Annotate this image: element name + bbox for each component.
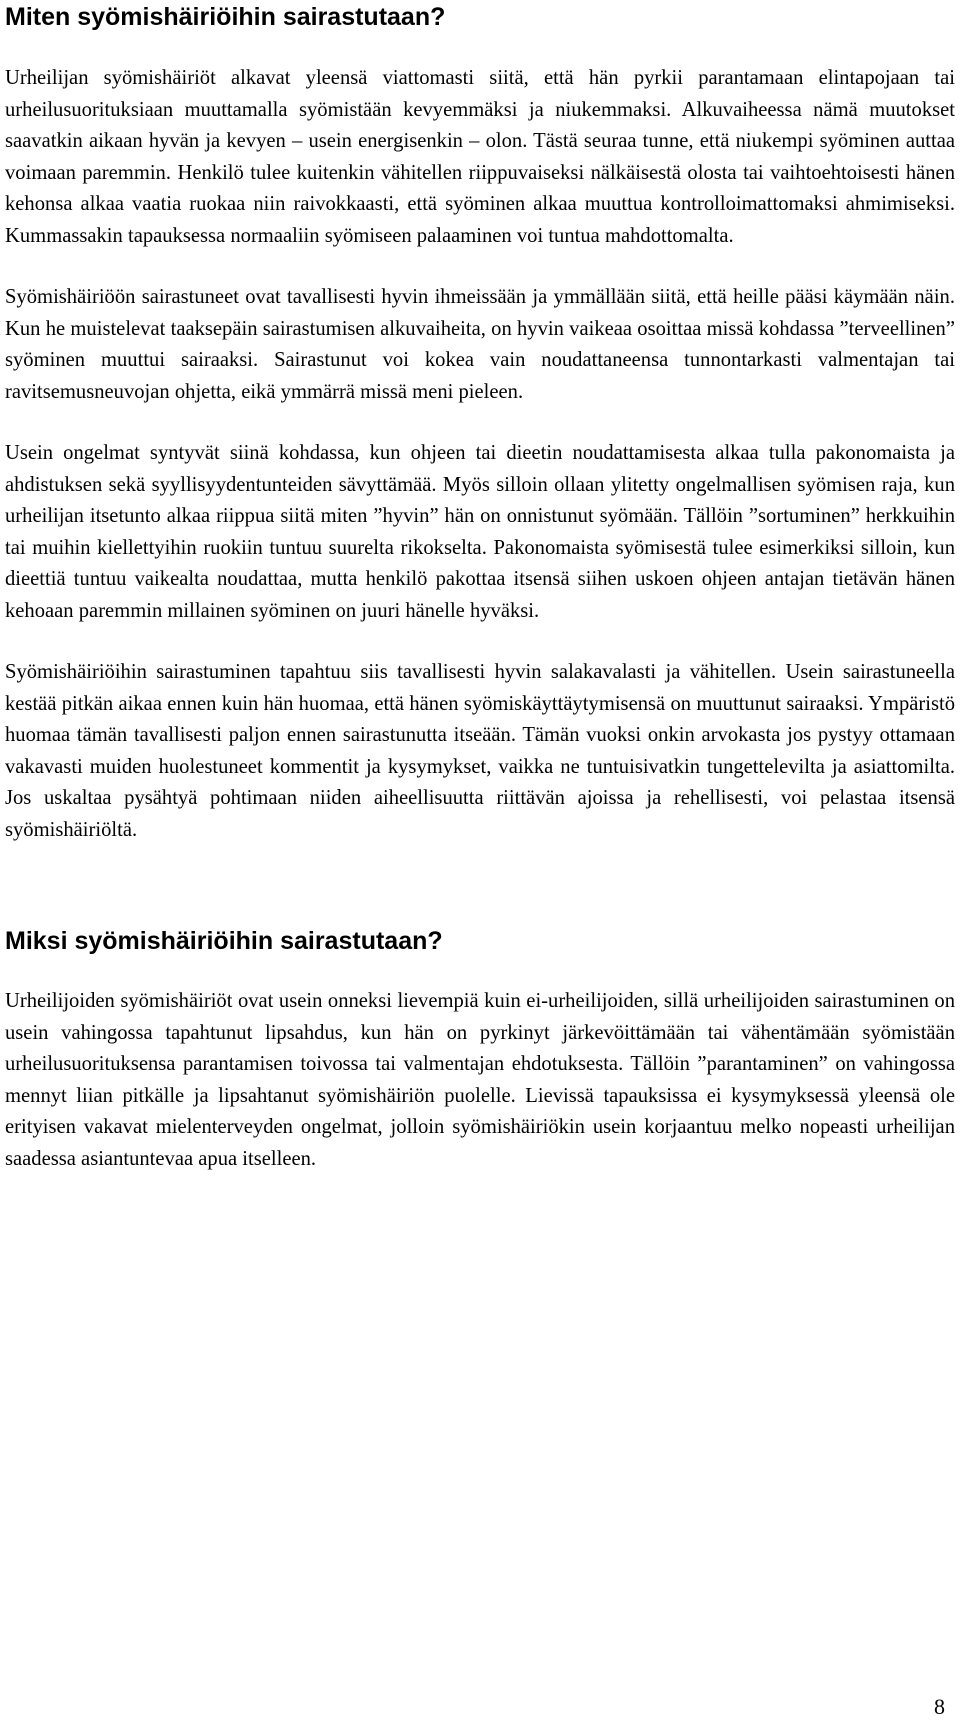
paragraph: Urheilijan syömishäiriöt alkavat yleensä viattomasti siitä, että hän pyrkii parantamaan elintapojaan tai urheilusuorituksiaan muuttamalla syömistään kevyemmäksi ja niukemmaksi. Alkuvaiheessa nämä muutokset saavatkin aikaan hyvän ja kevyen – usein energisenkin – olon. Tästä seuraa tunne, että niukempi syöminen auttaa voimaan paremmin. Henkilö tulee kuitenkin vähitellen riippuvaiseksi nälkäisestä olosta tai vaihtoehtoisesti hänen kehonsa alkaa vaatia ruokaa niin raivokkaasti, että syöminen alkaa muuttua kontrolloimattomaksi ahmimiseksi. Kummassakin tapauksessa normaaliin syömiseen palaaminen voi tuntua mahdottomalta. xyxy=(5,67,955,247)
paragraph: Syömishäiriöön sairastuneet ovat tavallisesti hyvin ihmeissään ja ymmällään siitä, että heille pääsi käymään näin. Kun he muistelevat taaksepäin sairastumisen alkuvaiheita, on hyvin vaikeaa osoittaa missä kohdassa ”terveellinen” syöminen muuttui sairaaksi. Sairastunut voi kokea vain noudattaneensa tunnontarkasti valmentajan tai ravitsemusneuvojan ohjetta, eikä ymmärrä missä meni pieleen. xyxy=(5,286,955,403)
paragraph: Usein ongelmat syntyvät siinä kohdassa, kun ohjeen tai dieetin noudattamisesta alkaa tulla pakonomaista ja ahdistuksen sekä syyllisyydentunteiden sävyttämää. Myös silloin ollaan ylitetty ongelmallisen syömisen raja, kun urheilijan itsetunto alkaa riippua siitä miten ”hyvin” hän on onnistunut syömään. Tällöin ”sortuminen” herkkuihin tai muihin kiellettyihin ruokiin tuntuu suurelta rikokselta. Pakonomaista syömisestä tulee esimerkiksi silloin, kun dieettiä tuntuu vaikealta noudattaa, mutta henkilö pakottaa itsensä siihen uskoen ohjeen antajan tietävän hänen kehoaan paremmin millainen syöminen on juuri hänelle hyväksi. xyxy=(5,442,955,622)
paragraph: Syömishäiriöihin sairastuminen tapahtuu siis tavallisesti hyvin salakavalasti ja vähitellen. Usein sairastuneella kestää pitkän aikaa ennen kuin hän huomaa, että hänen syömiskäyttäytymisensä on muuttunut sairaaksi. Ympäristö huomaa tämän tavallisesti paljon ennen sairastunutta itseään. Tämän vuoksi onkin arvokasta jos pystyy ottamaan vakavasti muiden huolestuneet kommentit ja kysymykset, vaikka ne tuntuisivatkin tungettelevilta ja asiattomilta. Jos uskaltaa pysähtyä pohtimaan niiden aiheellisuutta riittävän ajoissa ja rehellisesti, voi pelastaa itsensä syömishäiriöltä. xyxy=(5,661,955,841)
paragraph: Urheilijoiden syömishäiriöt ovat usein onneksi lievempiä kuin ei-urheilijoiden, sillä urheilijoiden sairastuminen on usein vahingossa tapahtunut lipsahdus, kun hän on pyrkinyt järkevöittämään tai vähentämään syömistään urheilusuorituksensa parantamisen toivossa tai valmentajan ehdotuksesta. Tällöin ”parantaminen” on vahingossa mennyt liian pitkälle ja lipsahtanut syömishäiriön puolelle. Lievissä tapauksissa ei kysymyksessä yleensä ole erityisen vakavat mielenterveyden ongelmat, jolloin syömishäiriökin usein korjaantuu melko nopeasti urheilijan saadessa asiantuntevaa apua itselleen. xyxy=(5,990,955,1170)
section-heading-how: Miten syömishäiriöihin sairastutaan? xyxy=(5,3,446,31)
document-page xyxy=(5,0,955,1175)
section-heading-why: Miksi syömishäiriöihin sairastutaan? xyxy=(5,927,443,955)
page-number: 8 xyxy=(934,1694,945,1719)
